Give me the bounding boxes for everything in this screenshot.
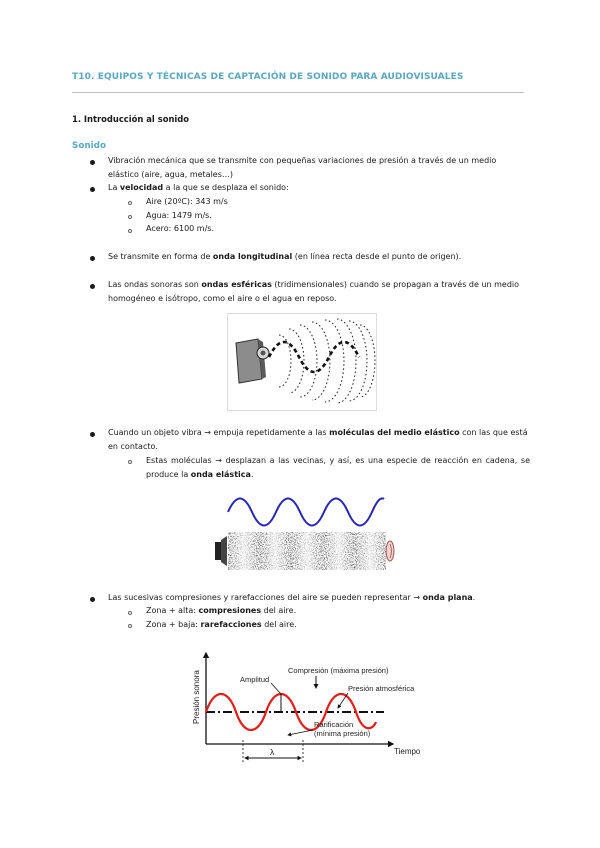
bullet-dot [90,597,95,602]
sub-bullet-circle [128,229,132,233]
bullet-spherical: Las ondas sonoras son ondas esféricas (tridimensionales) cuando se propagan a través de un medio homogéneo e isótropo, como el aire o el agua en reposo. [108,280,520,303]
x-axis-label: Tiempo [394,747,420,756]
bold-rarefacciones: rarefacciones [200,620,262,629]
y-axis-label: Presión sonora [192,670,201,724]
sub-bullet-chain-reaction: Estas moléculas → desplazan a las vecinas, y así, es una especie de reacción en cadena, se produce la onda elástica. [146,456,530,479]
document-title: T10. EQUIPOS Y TÉCNICAS DE CAPTACIÓN DE SONIDO PARA AUDIOVISUALES [72,72,464,82]
sub-bullet-circle [128,460,132,464]
bullet-vibration: Cuando un objeto vibra → empuja repetidamente a las moléculas del medio elástico con las que está en contacto. [108,428,528,451]
bullet-plane-wave: Las sucesivas compresiones y rarefacciones del aire se pueden representar → onda plana. [108,593,476,602]
bullet-dot [90,432,95,437]
bold-onda-elastica: onda elástica [190,469,251,479]
bullet-dot [90,256,95,261]
bold-moleculas-medio-elastico: moléculas del medio elástico [329,428,460,437]
speaker-icon [215,536,227,566]
bullet-sound-definition: Vibración mecánica que se transmite con pequeñas variaciones de presión a través de un medio elástico (aire, agua, metales…) [108,156,497,179]
bold-compresiones: compresiones [198,606,262,615]
bullet-dot [90,284,95,289]
spherical-waves-figure [227,313,377,411]
label-amplitud: Amplitud [240,675,270,684]
sub-bullet-circle [128,201,132,205]
bullet-dot [90,160,95,165]
bullet-dot [90,187,95,192]
speed-steel: Acero: 6100 m/s. [146,224,214,233]
sub-bullet-circle [128,624,132,628]
sub-bullet-circle [128,215,132,219]
sub-bullet-compressions: Zona + alta: compresiones del aire. [146,606,297,615]
label-rarefaccion-sub: (mínima presión) [314,729,371,738]
bold-ondas-esfericas: ondas esféricas [201,280,272,289]
ear-icon [386,541,394,561]
pressure-wave-diagram [188,648,420,774]
section-heading: 1. Introducción al sonido [72,114,190,124]
label-rarefaccion: Rarificación [314,720,354,729]
bullet-longitudinal: Se transmite en forma de onda longitudinal (en línea recta desde el punto de origen). [108,252,462,261]
sub-bullet-circle [128,611,132,615]
speed-air: Aire (20ºC): 343 m/s [146,197,228,206]
bold-velocidad: velocidad [119,183,164,192]
speed-water: Agua: 1479 m/s. [146,211,212,220]
sub-bullet-rarefactions: Zona + baja: rarefacciones del aire. [146,620,297,629]
title-divider [72,92,524,93]
bold-onda-longitudinal: onda longitudinal [212,252,293,261]
bold-onda-plana: onda plana [422,593,473,602]
bullet-speed: La velocidad a la que se desplaza el sonido: [108,183,289,192]
elastic-wave-figure [212,490,398,578]
label-lambda: λ [270,747,275,757]
subsection-heading: Sonido [72,141,106,151]
label-compresion: Compresión (máxima presión) [288,666,389,675]
label-presion-atmosferica: Presión atmosférica [348,684,415,693]
